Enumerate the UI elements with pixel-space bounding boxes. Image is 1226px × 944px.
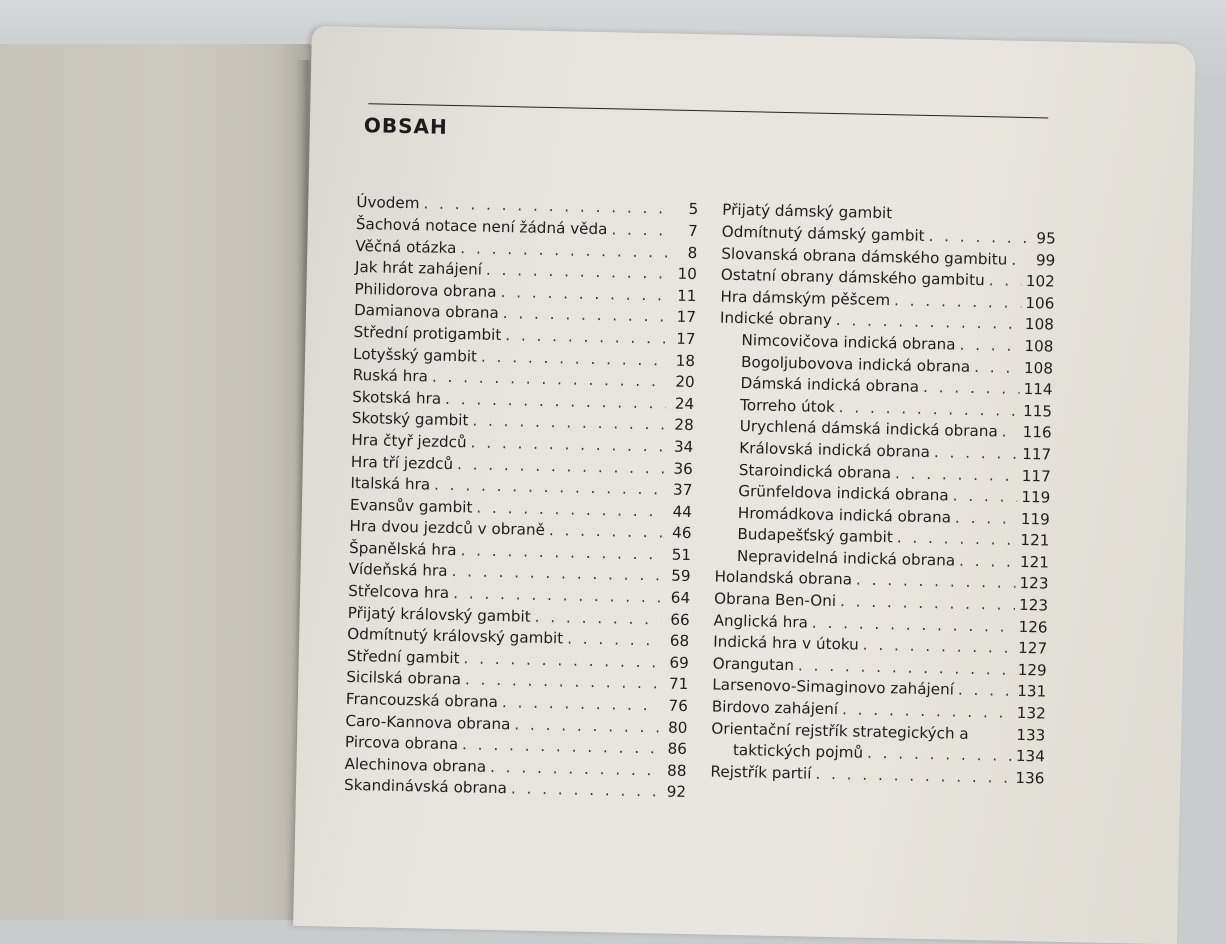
toc-entry: Přijatý královský gambit . . . 66	[348, 599, 690, 628]
toc-entry: Lotyšský gambit . . . 18	[353, 340, 695, 369]
toc-entry: Nimcovičova indická obrana . . . 108	[719, 326, 1053, 355]
toc-entry: Holandská obrana . . . 123	[714, 564, 1048, 593]
toc-entry: Orientační rejstřík strategických a 133	[711, 719, 1046, 745]
toc-entry: Hra dámským pěšcem . . . 106	[720, 283, 1054, 312]
toc-entry: Šachová notace není žádná věda . . . 7	[356, 211, 698, 240]
toc-right-column	[710, 197, 1056, 787]
toc-entry: Hra tří jezdců . . . 36	[351, 448, 693, 477]
toc-entry: Anglická hra . . . 126	[713, 607, 1047, 636]
toc-entry: Sicilská obrana . . . 71	[346, 664, 688, 693]
page-title: OBSAH	[363, 113, 449, 139]
toc-entry: taktických pojmů . . . 134	[711, 736, 1045, 765]
toc-entry: Slovanská obrana dámského gambitu . . . 99	[721, 240, 1055, 269]
toc-entry: Indická hra v útoku . . . 127	[713, 628, 1047, 657]
toc-entry: Larsenovo-Simaginovo zahájení . . . 131	[712, 672, 1046, 701]
toc-entry: Úvodem . . . 5	[356, 189, 698, 218]
toc-left-column	[344, 189, 699, 801]
toc-entry: Alechinova obrana . . . 88	[344, 750, 686, 779]
toc-entry: Grünfeldova indická obrana . . . 119	[716, 477, 1050, 506]
toc-entry: Skotská hra . . . 24	[352, 383, 694, 412]
toc-entry: Birdovo zahájení . . . 132	[712, 693, 1046, 722]
toc-entry: Přijatý dámský gambit	[722, 201, 893, 223]
toc-entry: Italská hra . . . 37	[350, 470, 692, 499]
toc-entry: Staroindická obrana . . . 117	[717, 456, 1051, 485]
toc-entry: Urychlená dámská indická obrana . . . 116	[718, 413, 1052, 442]
toc-entry: Střelcova hra . . . 64	[348, 578, 690, 607]
toc-entry: Hromádkova indická obrana . . . 119	[716, 499, 1050, 528]
toc-entry: Dámská indická obrana . . . 114	[718, 369, 1052, 398]
toc-entry: Střední gambit . . . 69	[347, 642, 689, 671]
toc-entry: Nepravidelná indická obrana . . . 121	[715, 542, 1049, 571]
toc-entry: Odmítnutý dámský gambit . . . 95	[722, 218, 1056, 247]
toc-entry: Odmítnutý královský gambit . . . 68	[347, 621, 689, 650]
toc-entry: Španělská hra . . . 51	[349, 534, 691, 563]
toc-entry: Skandinávská obrana . . . 92	[344, 772, 686, 801]
toc-entry: Obrana Ben-Oni . . . 123	[714, 585, 1048, 614]
toc-entry: Skotský gambit . . . 28	[352, 405, 694, 434]
right-page	[293, 26, 1196, 944]
toc-entry: Jak hrát zahájení . . . 10	[355, 254, 697, 283]
title-rule	[368, 103, 1048, 118]
toc-entry: Caro-Kannova obrana . . . 80	[345, 707, 687, 736]
toc-entry: Vídeňská hra . . . 59	[348, 556, 690, 585]
toc-entry: Indické obrany . . . 108	[720, 305, 1054, 334]
toc-entry: Pircova obrana . . . 86	[345, 729, 687, 758]
toc-entry: Bogoljubovova indická obrana . . . 108	[719, 348, 1053, 377]
toc-entry: Evansův gambit . . . 44	[350, 491, 692, 520]
toc-entry: Ruská hra . . . 20	[353, 362, 695, 391]
toc-entry: Hra čtyř jezdců . . . 34	[351, 426, 693, 455]
toc-entry: Rejstřík partií . . . 136	[710, 758, 1044, 787]
toc-entry: Střední protigambit . . . 17	[353, 319, 695, 348]
toc-entry: Torreho útok . . . 115	[718, 391, 1052, 420]
toc-entry: Francouzská obrana . . . 76	[346, 686, 688, 715]
toc-entry: Věčná otázka . . . 8	[355, 232, 697, 261]
toc-entry: Ostatní obrany dámského gambitu . . . 102	[721, 261, 1055, 290]
toc-entry: Budapešťský gambit . . . 121	[715, 520, 1049, 549]
toc-entry: Damianova obrana . . . 17	[354, 297, 696, 326]
toc-entry: Orangutan . . . 129	[713, 650, 1047, 679]
toc-entry: Hra dvou jezdců v obraně . . . 46	[349, 513, 691, 542]
left-page	[0, 44, 314, 920]
toc-entry: Královská indická obrana . . . 117	[717, 434, 1051, 463]
toc-entry: Philidorova obrana . . . 11	[354, 275, 696, 304]
